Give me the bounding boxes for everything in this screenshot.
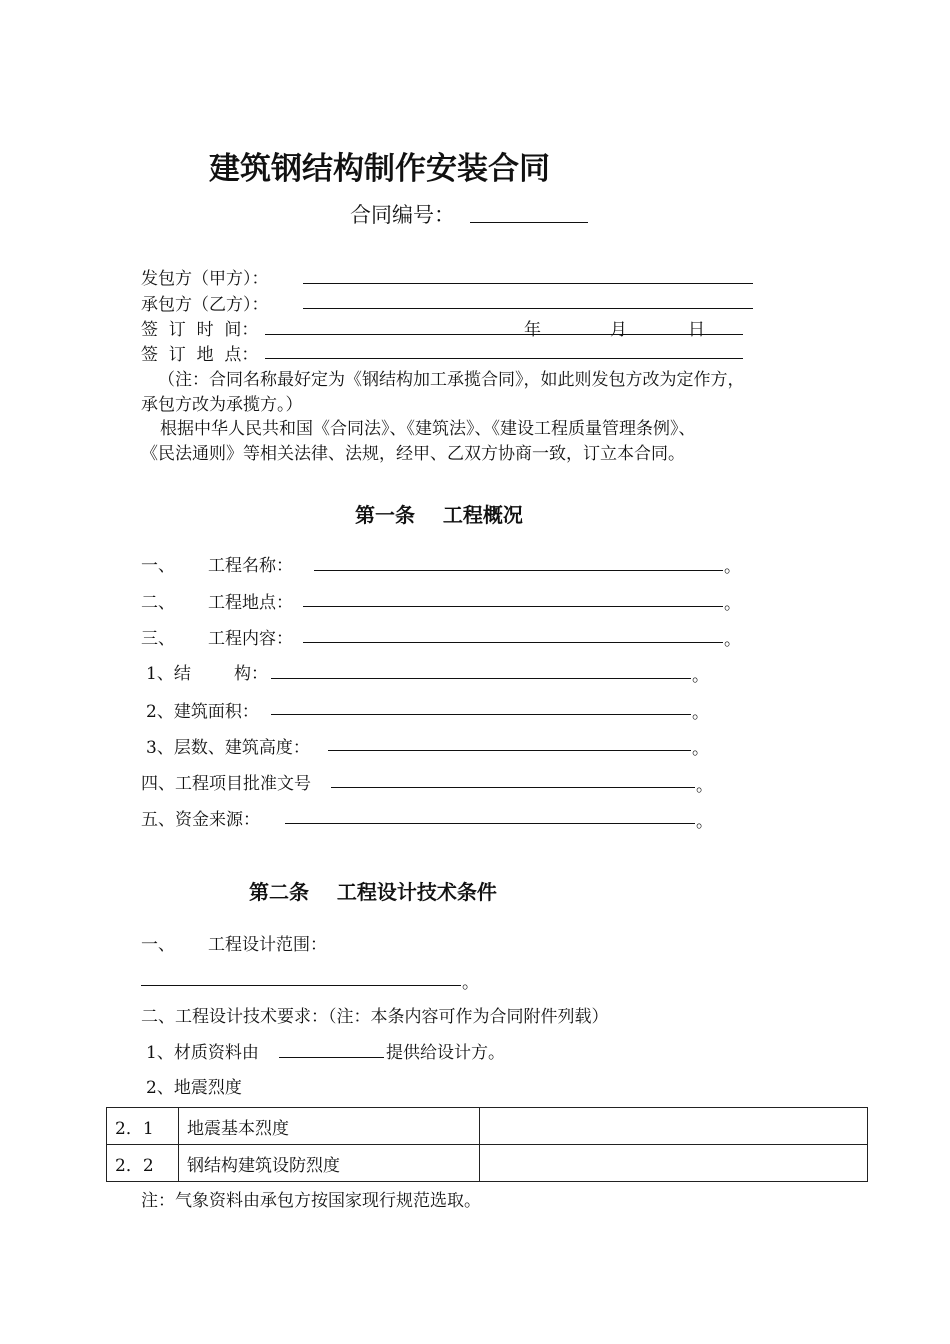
note-line-2: 承包方改为承揽方。） <box>141 395 303 415</box>
date-year: 年 <box>524 320 541 340</box>
approval-number-field[interactable] <box>331 787 695 788</box>
seismic-table <box>106 1107 868 1182</box>
article-2-heading: 第二条 工程设计技术条件 <box>249 880 497 904</box>
table-cell-value[interactable] <box>480 1145 868 1182</box>
article-1-item-3-number: 三、 <box>141 629 175 649</box>
period: 。 <box>692 739 709 759</box>
article-1-heading: 第一条 工程概况 <box>355 503 523 527</box>
employer-label: 发包方（甲方）： <box>141 269 269 289</box>
approval-number-label: 四、工程项目批准文号 <box>141 774 311 794</box>
design-scope-label: 工程设计范围： <box>208 935 327 955</box>
funding-source-field[interactable] <box>285 823 695 824</box>
project-location-label: 工程地点： <box>208 593 293 613</box>
design-scope-field[interactable] <box>141 985 461 986</box>
project-name-field[interactable] <box>314 570 723 571</box>
period: 。 <box>724 630 741 650</box>
table-cell-item: 钢结构建筑设防烈度 <box>179 1145 480 1182</box>
signing-date-label: 签 订 时 间： <box>141 320 259 340</box>
article-1-item-2-number: 二、 <box>141 593 175 613</box>
project-name-label: 工程名称： <box>208 556 293 576</box>
contract-number-field[interactable] <box>470 222 588 223</box>
building-area-label: 2、建筑面积： <box>146 702 259 722</box>
table-row <box>107 1108 868 1145</box>
table-cell-number: 2．1 <box>107 1108 179 1145</box>
contractor-field[interactable] <box>303 308 753 309</box>
signing-place-label: 签 订 地 点： <box>141 345 259 365</box>
table-cell-item: 地震基本烈度 <box>179 1108 480 1145</box>
period: 。 <box>696 812 713 832</box>
article-1-item-1-number: 一、 <box>141 556 175 576</box>
building-area-field[interactable] <box>271 714 691 715</box>
project-content-label: 工程内容： <box>208 629 293 649</box>
basis-line-1: 根据中华人民共和国《合同法》、《建筑法》、《建设工程质量管理条例》、 <box>160 419 696 439</box>
funding-source-label: 五、资金来源： <box>141 810 260 830</box>
project-content-field[interactable] <box>303 642 723 643</box>
period: 。 <box>692 703 709 723</box>
article-2-item-1-number: 一、 <box>141 935 175 955</box>
contractor-label: 承包方（乙方）： <box>141 295 269 315</box>
material-provider-field[interactable] <box>279 1057 384 1058</box>
period: 。 <box>462 973 479 993</box>
date-month: 月 <box>610 320 627 340</box>
table-cell-value[interactable] <box>480 1108 868 1145</box>
period: 。 <box>724 557 741 577</box>
table-cell-number: 2．2 <box>107 1145 179 1182</box>
floors-height-label: 3、层数、建筑高度： <box>146 738 310 758</box>
period: 。 <box>696 776 713 796</box>
period: 。 <box>692 666 709 686</box>
weather-note: 注：气象资料由承包方按国家现行规范选取。 <box>141 1191 481 1211</box>
table-row <box>107 1145 868 1182</box>
material-source-prefix: 1、材质资料由 <box>146 1043 259 1063</box>
contract-number-label: 合同编号： <box>350 203 455 227</box>
contract-title: 建筑钢结构制作安装合同 <box>209 151 550 187</box>
project-location-field[interactable] <box>303 606 723 607</box>
seismic-intensity-label: 2、地震烈度 <box>146 1078 242 1098</box>
floors-height-field[interactable] <box>328 750 691 751</box>
design-requirements-label: 二、工程设计技术要求：（注：本条内容可作为合同附件列载） <box>141 1007 609 1027</box>
signing-place-field[interactable] <box>265 358 743 359</box>
note-line-1: （注：合同名称最好定为《钢结构加工承揽合同》，如此则发包方改为定作方， <box>158 370 745 390</box>
period: 。 <box>724 594 741 614</box>
basis-line-2: 《民法通则》等相关法律、法规，经甲、乙双方协商一致，订立本合同。 <box>141 444 685 464</box>
structure-field[interactable] <box>271 678 691 679</box>
structure-label: 1、结 构： <box>146 664 269 684</box>
signing-date-field[interactable] <box>265 334 743 335</box>
date-day: 日 <box>688 320 705 340</box>
employer-field[interactable] <box>303 283 753 284</box>
material-source-suffix: 提供给设计方。 <box>386 1043 505 1063</box>
